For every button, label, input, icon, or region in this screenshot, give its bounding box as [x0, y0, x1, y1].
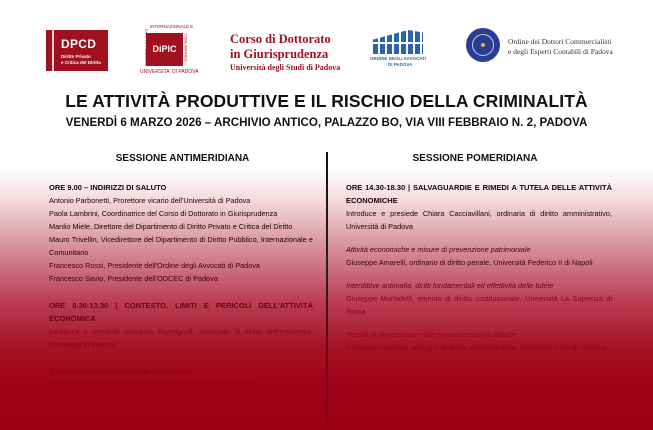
- dpcd-line1: Diritto Privato: [61, 54, 91, 59]
- talk-block: [346, 328, 612, 354]
- dipic-right-text: COMUNITARIO: [183, 33, 189, 62]
- corso-line3: Università degli Studi di Padova: [230, 63, 341, 72]
- afternoon-session-block: [346, 181, 612, 233]
- speaker: Paola Lambrini, Coordinatrice del Corso di Dottorato in Giurisprudenza: [49, 209, 278, 218]
- emblem-dot: [481, 43, 485, 47]
- talk-title: Interdittive antimafia, diritti fondamentali ed effettività delle tutele: [346, 281, 554, 290]
- dipic-box: DiPIC: [146, 33, 183, 66]
- corso-line1: Corso di Dottorato: [230, 32, 331, 46]
- morning-session-chair: Introduce e presiede Gianluca Romagnoli, associato di diritto dell'economia, Università di Padova: [49, 327, 313, 349]
- dipic-logo: [138, 23, 199, 79]
- page-subtitle: VENERDÌ 6 MARZO 2026 – ARCHIVIO ANTICO, PALAZZO BO, VIA VIII FEBBRAIO N. 2, PADOVA: [65, 116, 588, 129]
- talk-speaker: Giuseppe Amarelli, ordinario di diritto penale, Università Federico II di Napoli: [346, 258, 593, 267]
- afternoon-session-title: ORE 14.30-18.30 | SALVAGUARDIE E RIMEDI A TUTELA DELLE ATTIVITÀ ECONOMICHE: [346, 183, 612, 205]
- speaker: Mauro Trivellin, Vicedirettore del Dipartimento di Diritto Pubblico, Internazionale e Comunitario: [49, 235, 313, 257]
- dpcd-logo: [46, 30, 108, 71]
- page-title: LE ATTIVITÀ PRODUTTIVE E IL RISCHIO DELLA CRIMINALITÀ: [65, 91, 588, 111]
- afternoon-session-chair: Introduce e presiede Chiara Cacciavillani, ordinaria di diritto amministrativo, Università di Padova: [346, 209, 612, 231]
- speaker: Francesco Rossi, Presidente dell'Ordine degli Avvocati di Padova: [49, 261, 260, 270]
- corso-line2: in Giurisprudenza: [230, 47, 329, 61]
- speaker: Manlio Miele, Direttore del Dipartimento di Diritto Privato e Critica del Diritto: [49, 222, 293, 231]
- morning-session-block: [49, 299, 313, 391]
- talk-title: Attività economiche e misure di prevenzione patrimoniale: [346, 245, 531, 254]
- morning-session-heading: SESSIONE ANTIMERIDIANA: [115, 153, 250, 164]
- dipic-bottom-text: UNIVERSITA' DI PADOVA: [140, 69, 199, 75]
- odcec-emblem-icon: [466, 28, 500, 62]
- afternoon-session-heading: SESSIONE POMERIDIANA: [412, 153, 538, 164]
- afternoon-program: [346, 181, 612, 364]
- avvocati-line1: ORDINE DEGLI AVVOCATI: [370, 56, 427, 61]
- arena-stripe: [373, 42, 423, 44]
- talk-block: [346, 279, 612, 318]
- corso-dottorato-logo: [230, 32, 340, 73]
- odcec-line1: Ordine dei Dottori Commercialisti: [508, 37, 612, 46]
- morning-program: [49, 181, 313, 401]
- talk-speaker: Giuseppe Piperata, ordinario di diritto amministrativo, Università IUAV di Venezia: [346, 343, 607, 352]
- dipic-top-text: INTERNAZIONALE E: [150, 24, 194, 29]
- speaker: Francesco Savio, Presidente dell'ODCEC di Padova: [49, 274, 218, 283]
- talk-title: Il fenomeno della criminalità economica: [49, 367, 192, 376]
- talk-title: Presidi di prevenzione nelle organizzazioni pubbliche: [346, 330, 518, 339]
- dpcd-line2: e Critica del Diritto: [61, 60, 102, 65]
- odcec-line2: e degli Esperti Contabili di Padova: [508, 47, 613, 56]
- speaker: Antonio Parbonetti, Prorettore vicario dell'Università di Padova: [49, 196, 251, 205]
- greetings-title: ORE 9.00 – INDIRIZZI DI SALUTO: [49, 183, 167, 192]
- morning-session-title: ORE 9.30-13.30 | CONTESTO, LIMITI E PERICOLI DELL'ATTIVITÀ ECONOMICA: [49, 301, 313, 323]
- avvocati-line2: DI PADOVA: [388, 62, 413, 67]
- greetings-block: [49, 181, 313, 285]
- column-divider: [326, 152, 328, 422]
- dpcd-logo-subtitle: [61, 54, 101, 66]
- talk-block: [346, 243, 612, 269]
- odcec-text: [508, 37, 613, 57]
- talk-speaker: Giuseppe Morbidelli, emerito di diritto costituzionale, Università La Sapienza di Roma: [346, 294, 612, 316]
- dpcd-logo-title: DPCD: [61, 37, 97, 51]
- logo-bar: [52, 30, 54, 71]
- ordine-avvocati-logo: [368, 28, 428, 78]
- talk-speaker: Enrico Mezzetti, ordinario di diritto penale, Università Roma Tre: [49, 380, 254, 389]
